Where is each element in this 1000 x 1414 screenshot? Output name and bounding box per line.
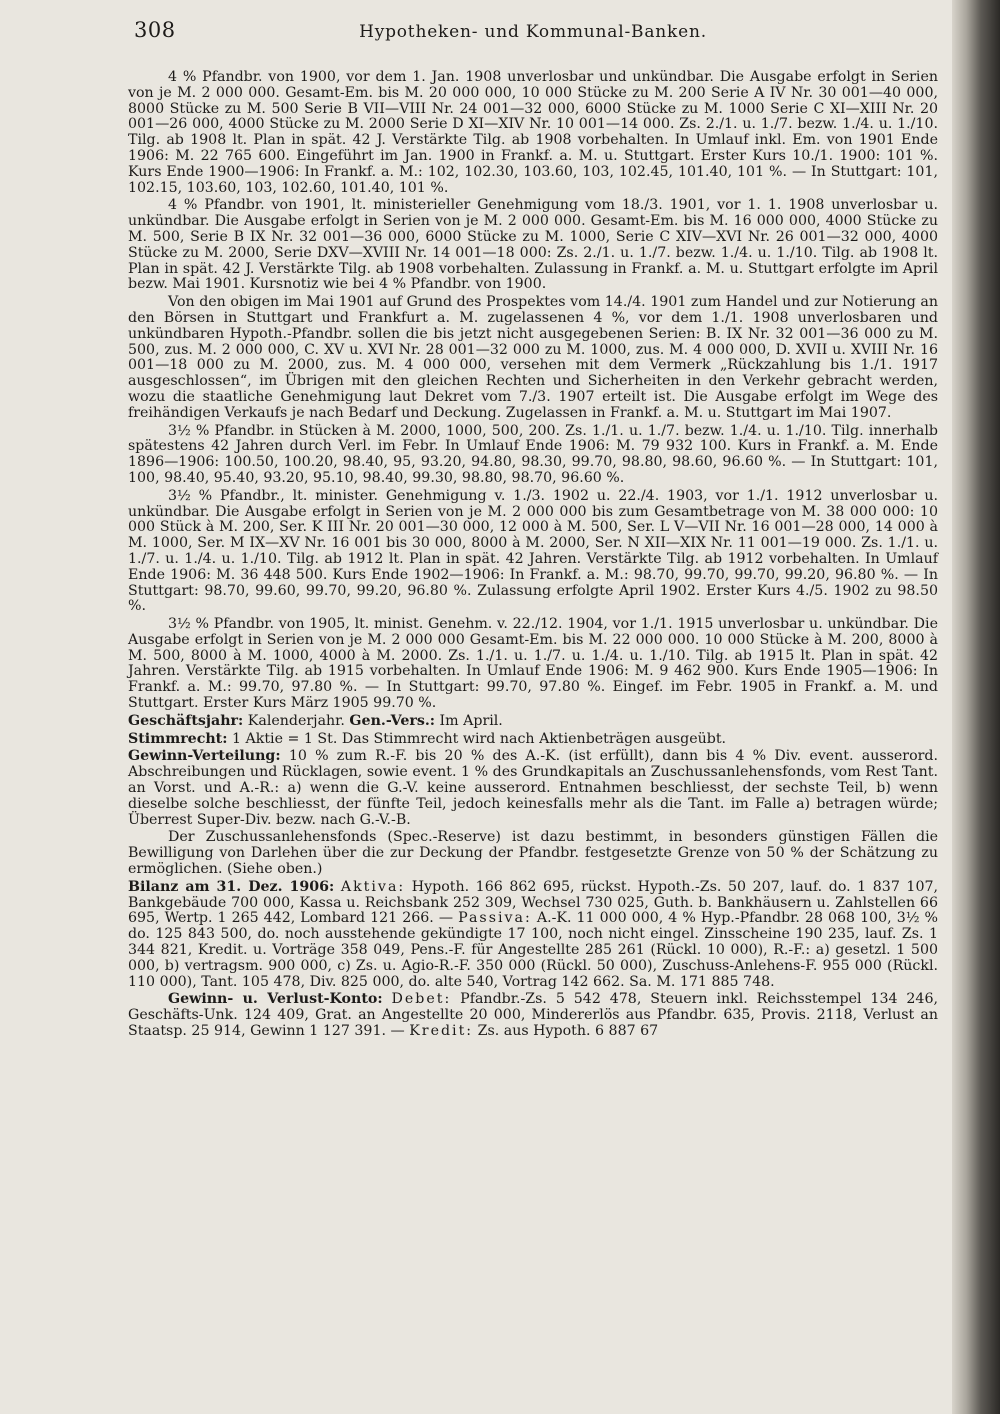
aktiva-text: Hypoth. 166 862 695, rückst. Hypoth.-Zs. 50 207, lauf. do. 1 837 107, Bankgebäude 700 000, Kassa u. Reichsbank 252 309, Wechsel 730 025, Guth. b. Bankhäusern u. Zahlstellen 66 695, Wertp. 1 265 442, Lombard 121 266. — xyxy=(128,878,939,927)
paragraph-pfandbr-3-5-a: 3½ % Pfandbr. in Stücken à M. 2000, 1000, 500, 200. Zs. 1./1. u. 1./7. bezw. 1./4. u. 1./10. Tilg. innerhalb spätestens 42 Jahren durch Verl. im Febr. In Umlauf Ende 1906: M. 79 932 100. Kurs in Frankf. a. M. Ende 1896—1906: 100.50, 100.20, 98.40, 95, 93.20, 94.80, 98.30, 99.70, 98.80, 98.60, 96.60 %. — In Stuttgart: 101, 100, 98.40, 95.40, 93.20, 95.10, 98.40, 99.30, 98.80, 98.70, 96.60 %. xyxy=(128,422,938,486)
debet-text: Pfandbr.-Zs. 5 542 478, Steuern inkl. Reichsstempel 134 246, Geschäfts-Unk. 124 409, Grat. an Angestellte 20 000, Mindererlös aus Pfandbr. 635, Provis. 2118, Verlust an Staatsp. 25 914, Gewinn 1 127 391. — xyxy=(128,991,938,1040)
paragraph-zuschussanlehensfonds: Der Zuschussanlehensfonds (Spec.-Reserve) ist dazu bestimmt, in besonders günstigen Fällen die Bewilligung von Darlehen über die zur Deckung der Pfandbr. festgesetzte Grenze von 50 % der Schätzung zu ermöglichen. (Siehe oben.) xyxy=(128,829,938,878)
section-geschaeftsjahr xyxy=(128,714,938,730)
kredit-text: Zs. aus Hypoth. 6 887 67 xyxy=(473,1023,659,1040)
section-stimmrecht xyxy=(128,732,938,748)
passiva-label: Passiva: xyxy=(458,910,532,927)
geschaeftsjahr-label: Geschäftsjahr: xyxy=(128,712,244,729)
page-header xyxy=(118,10,948,54)
paragraph-pfandbr-3-5-b: 3½ % Pfandbr., lt. minister. Genehmigung v. 1./3. 1902 u. 22./4. 1903, vor 1./1. 1912 unverlosbar u. unkündbar. Die Ausgabe erfolgt in Serien von je M. 2 000 000 bis zum Gesamtbetrage von M. 38 000 000: 10 000 Stück à M. 200, Ser. K III Nr. 20 001—30 000, 12 000 à M. 500, Ser. L V—VII Nr. 16 001—28 000, 14 000 à M. 1000, Ser. M IX—XV Nr. 16 001 bis 30 000, 8000 à M. 2000, Ser. N XII—XIX Nr. 11 001—19 000. Zs. 1./1. u. 1./7. u. 1./4. u. 1./10. Tilg. ab 1912 lt. Plan in spät. 42 Jahren. Verstärkte Tilg. ab 1912 vorbehalten. In Umlauf Ende 1906: M. 36 448 500. Kurs Ende 1902—1906: In Frankf. a. M.: 98.70, 99.70, 99.70, 99.20, 96.80 %. — In Stuttgart: 98.70, 99.60, 99.70, 99.20, 96.80 %. Zulassung erfolgte April 1902. Erster Kurs 4./5. 1902 zu 98.50 %. xyxy=(128,487,938,615)
gewinn-verlust-label: Gewinn- u. Verlust-Konto: xyxy=(168,991,383,1008)
gewinn-verteilung-text: 10 % zum R.-F. bis 20 % des A.-K. (ist erfüllt), dann bis 4 % Div. event. ausserord. Abschreibungen und Rücklagen, sowie event. 1 % des Grundkapitals an Zuschussanlehensfonds, vom Rest Tant. an Vorst. und A.-R.: a) wenn die G.-V. keine ausserord. Entnahmen beschliesst, der sechste Teil, b) wenn dieselbe solche beschliesst, der fünfte Teil, jedoch keinesfalls mehr als die Tant. im Falle a) betragen würde; Überrest Super-Div. bezw. nach G.-V.-B. xyxy=(128,748,938,828)
debet-label: Debet: xyxy=(391,991,452,1008)
page-number: 308 xyxy=(134,18,176,42)
stimmrecht-label: Stimmrecht: xyxy=(128,730,228,747)
kredit-label: Kredit: xyxy=(409,1023,474,1040)
gen-vers-text: Im April. xyxy=(435,712,503,729)
geschaeftsjahr-text: Kalenderjahr. xyxy=(243,712,350,729)
section-bilanz xyxy=(128,880,938,991)
stimmrecht-text: 1 Aktie = 1 St. Das Stimmrecht wird nach Aktienbeträgen ausgeübt. xyxy=(227,730,727,747)
paragraph-pfandbr-1900: 4 % Pfandbr. von 1900, vor dem 1. Jan. 1908 unverlosbar und unkündbar. Die Ausgabe erfolgt in Serien von je M. 2 000 000. Gesamt-Em. bis M. 20 000 000, 10 000 Stücke zu M. 200 Serie A IV Nr. 30 001—40 000, 8000 Stücke zu M. 500 Serie B VII—VIII Nr. 24 001—32 000, 6000 Stücke zu M. 1000 Serie C XI—XIII Nr. 20 001—26 000, 4000 Stücke zu M. 2000 Serie D XI—XIV Nr. 10 001—14 000. Zs. 2./1. u. 1./7. bezw. 1./4. u. 1./10. Tilg. ab 1908 lt. Plan in spät. 42 J. Verstärkte Tilg. ab 1908 vorbehalten. In Umlauf inkl. Em. von 1901 Ende 1906: M. 22 765 600. Eingeführt im Jan. 1900 in Frankf. a. M. u. Stuttgart. Erster Kurs 10./1. 1900: 101 %. Kurs Ende 1900—1906: In Frankf. a. M.: 102, 102.30, 103.60, 103, 102.45, 101.40, 101 %. — In Stuttgart: 101, 102.15, 103.60, 103, 102.60, 101.40, 101 %. xyxy=(128,69,938,196)
section-gewinn-verlust xyxy=(128,992,938,1039)
paragraph-pfandbr-1901: 4 % Pfandbr. von 1901, lt. ministerieller Genehmigung vom 18./3. 1901, vor 1. 1. 1908 unverlosbar u. unkündbar. Die Ausgabe erfolgt in Serien von je M. 2 000 000. Gesamt-Em. bis M. 16 000 000, 4000 Stücke zu M. 500, Serie B IX Nr. 32 001—36 000, 6000 Stücke zu M. 1000, Serie C XIV—XVI Nr. 26 001—32 000, 4000 Stücke zu M. 2000, Serie DXV—XVIII Nr. 14 001—18 000: Zs. 2./1. u. 1./7. bezw. 1./4. u. 1./10. Tilg. ab 1908 lt. Plan in spät. 42 J. Verstärkte Tilg. ab 1908 vorbehalten. Zulassung in Frankf. a. M. u. Stuttgart erfolgte im April bezw. Mai 1901. Kursnotiz wie bei 4 % Pfandbr. von 1900. xyxy=(128,197,938,293)
running-title: Hypotheken- und Kommunal-Banken. xyxy=(359,22,707,42)
document-page xyxy=(118,10,948,1400)
bilanz-label: Bilanz am 31. Dez. 1906: xyxy=(128,878,335,895)
gewinn-verteilung-label: Gewinn-Verteilung: xyxy=(128,748,281,765)
gen-vers-label: Gen.-Vers.: xyxy=(349,712,436,729)
section-gewinn-verteilung xyxy=(128,749,938,828)
paragraph-pfandbr-3-5-1905: 3½ % Pfandbr. von 1905, lt. minist. Genehm. v. 22./12. 1904, vor 1./1. 1915 unverlosbar u. unkündbar. Die Ausgabe erfolgt in Serien von je M. 2 000 000 Gesamt-Em. bis M. 22 000 000. 10 000 Stücke à M. 200, 8000 à M. 500, 8000 à M. 1000, 4000 à M. 2000. Zs. 1./1. u. 1./7. u. 1./4. u. 1./10. Tilg. ab 1915 lt. Plan in spät. 42 Jahren. Verstärkte Tilg. ab 1915 vorbehalten. In Umlauf Ende 1906: M. 9 462 900. Kurs Ende 1905—1906: In Frankf. a. M.: 99.70, 97.80 %. — In Stuttgart: 99.70, 97.80 %. Eingef. im Febr. 1905 in Frankf. a. M. und Stuttgart. Erster Kurs März 1905 99.70 %. xyxy=(128,616,938,712)
book-binding-edge xyxy=(952,0,1000,1414)
page-body xyxy=(128,70,938,1042)
passiva-text: A.-K. 11 000 000, 4 % Hyp.-Pfandbr. 28 068 100, 3½ % do. 125 843 500, do. noch ausstehende gekündigte 17 100, noch nicht eingel. Zinsscheine 190 235, lauf. Zs. 1 344 821, Kredit. u. Vorträge 358 049, Pens.-F. für Angestellte 285 261 (Rückl. 10 000), R.-F.: a) gesetzl. 1 500 000, b) vertragsm. 900 000, c) Zs. u. Agio-R.-F. 350 000 (Rückl. 50 000), Zuschuss-Anlehens-F. 955 000 (Rückl. 110 000), Tant. 105 478, Div. 825 000, do. alte 540, Vortrag 142 662. Sa. M. 171 885 748. xyxy=(128,910,938,990)
aktiva-label: Aktiva: xyxy=(340,878,406,895)
paragraph-zulassung-1907: Von den obigen im Mai 1901 auf Grund des Prospektes vom 14./4. 1901 zum Handel und zur Notierung an den Börsen in Stuttgart und Frankfurt a. M. zugelassenen 4 %, vor dem 1./1. 1908 unverlosbaren und unkündbaren Hypoth.-Pfandbr. sollen die bis jetzt nicht ausgegebenen Serien: B. IX Nr. 32 001—36 000 zu M. 500, zus. M. 2 000 000, C. XV u. XVI Nr. 28 001—32 000 zu M. 1000, zus. M. 4 000 000, D. XVII u. XVIII Nr. 16 001—18 000 zu M. 2000, zus. M. 4 000 000, versehen mit dem Vermerk „Rückzahlung bis 1./1. 1917 ausgeschlossen“, im Übrigen mit den gleichen Rechten und Sicherheiten in den Verkehr gebracht werden, wozu die staatliche Genehmigung laut Dekret vom 7./3. 1907 erteilt ist. Die Ausgabe erfolgt im Wege des freihändigen Verkaufs je nach Bedarf und Deckung. Zugelassen in Frankf. a. M. u. Stuttgart im Mai 1907. xyxy=(128,294,938,421)
